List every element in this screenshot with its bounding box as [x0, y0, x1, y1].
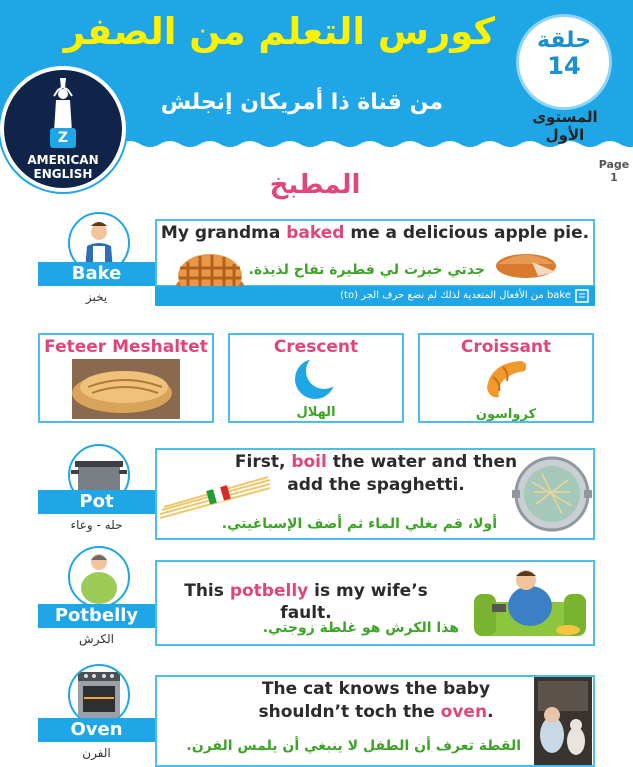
crescent-moon-icon	[293, 357, 339, 401]
oven-sentence-line1: The cat knows the baby	[261, 679, 491, 699]
episode-number: 14	[547, 52, 581, 80]
cat-and-baby-photo	[534, 677, 592, 765]
food-ar-croissant: كرواسون	[475, 407, 537, 422]
notepad-icon	[575, 289, 591, 303]
oven-line2-keyword: oven	[440, 702, 488, 722]
statue-of-liberty-icon	[38, 76, 88, 134]
pot-translation: أولا، قم بغلي الماء ثم أضف الإسباغيتي.	[221, 516, 497, 532]
food-title-croissant: Croissant	[460, 337, 552, 357]
word-oven: Oven	[38, 718, 155, 742]
potbelly-sentence-keyword: potbelly	[229, 581, 309, 601]
logo-line2: ENGLISH	[33, 167, 93, 181]
pot-sentence-line2: add the spaghetti.	[287, 475, 465, 495]
episode-badge	[516, 14, 612, 110]
food-card-croissant	[418, 333, 594, 423]
word-potbelly-ar: الكرش	[79, 632, 114, 646]
logo-line1: AMERICAN	[27, 153, 99, 167]
level-label: المستوى الأول	[532, 108, 598, 144]
boiling-pot-icon	[512, 452, 592, 536]
course-subtitle: من قناة ذا أمريكان إنجلش	[160, 90, 443, 115]
american-english-logo	[0, 66, 126, 192]
potbelly-sentence-end: is my wife’s fault.	[280, 581, 428, 623]
word-pot: Pot	[38, 490, 155, 514]
bake-translation: جدتي خبزت لي فطيرة تفاح لذيذة.	[248, 262, 485, 278]
bake-sentence	[160, 222, 590, 244]
food-title-feteer: Feteer Meshaltet	[44, 337, 208, 357]
word-pot-ar: حله - وعاء	[70, 518, 123, 532]
pot-line1-start: First,	[234, 452, 292, 472]
bake-sentence-keyword: baked	[286, 223, 345, 243]
page-number: 1	[610, 171, 618, 184]
page-indicator	[598, 158, 630, 184]
oven-translation: القطة تعرف أن الطفل لا ينبغي أن يلمس الفرن.	[186, 738, 521, 754]
page-label: Page	[598, 158, 630, 171]
potbelly-man-icon	[68, 546, 130, 608]
pie-slice-icon	[494, 244, 558, 280]
man-on-couch-icon	[470, 564, 590, 644]
section-title: المطبخ	[269, 170, 361, 200]
word-bake: Bake	[38, 262, 155, 286]
course-title: كورس التعلم من الصفر	[63, 10, 495, 53]
potbelly-sentence	[160, 580, 452, 624]
oven-line2-end: .	[487, 702, 494, 722]
bake-note-text: bake من الأفعال المتعدية لذلك لم نضع حرف الجر (to)	[340, 290, 571, 301]
oven-line2-start: shouldn’t toch the	[258, 702, 441, 722]
feteer-icon	[72, 359, 180, 419]
bake-sentence-start: My grandma	[160, 223, 287, 243]
potbelly-sentence-start: This	[184, 581, 230, 601]
spaghetti-icon	[160, 474, 272, 520]
word-oven-ar: الفرن	[82, 746, 111, 760]
bake-sentence-end: me a delicious apple pie.	[344, 223, 590, 243]
oven-sentence-line2	[222, 701, 530, 723]
oven-icon	[68, 664, 130, 726]
croissant-icon	[481, 357, 531, 403]
word-potbelly: Potbelly	[38, 604, 155, 628]
bake-note	[155, 286, 595, 306]
food-card-feteer	[38, 333, 214, 423]
word-bake-ar: يخبز	[85, 290, 108, 304]
pot-line1-end: the water and then	[326, 452, 518, 472]
food-title-crescent: Crescent	[273, 337, 359, 357]
pot-line1-keyword: boil	[291, 452, 327, 472]
logo-letter: Z	[50, 128, 76, 148]
pot-sentence-line1	[228, 451, 524, 473]
food-ar-crescent: الهلال	[296, 405, 336, 420]
episode-label: حلقة	[536, 28, 591, 53]
food-card-crescent	[228, 333, 404, 423]
potbelly-translation: هذا الكرش هو غلطة زوجتي.	[262, 620, 459, 636]
